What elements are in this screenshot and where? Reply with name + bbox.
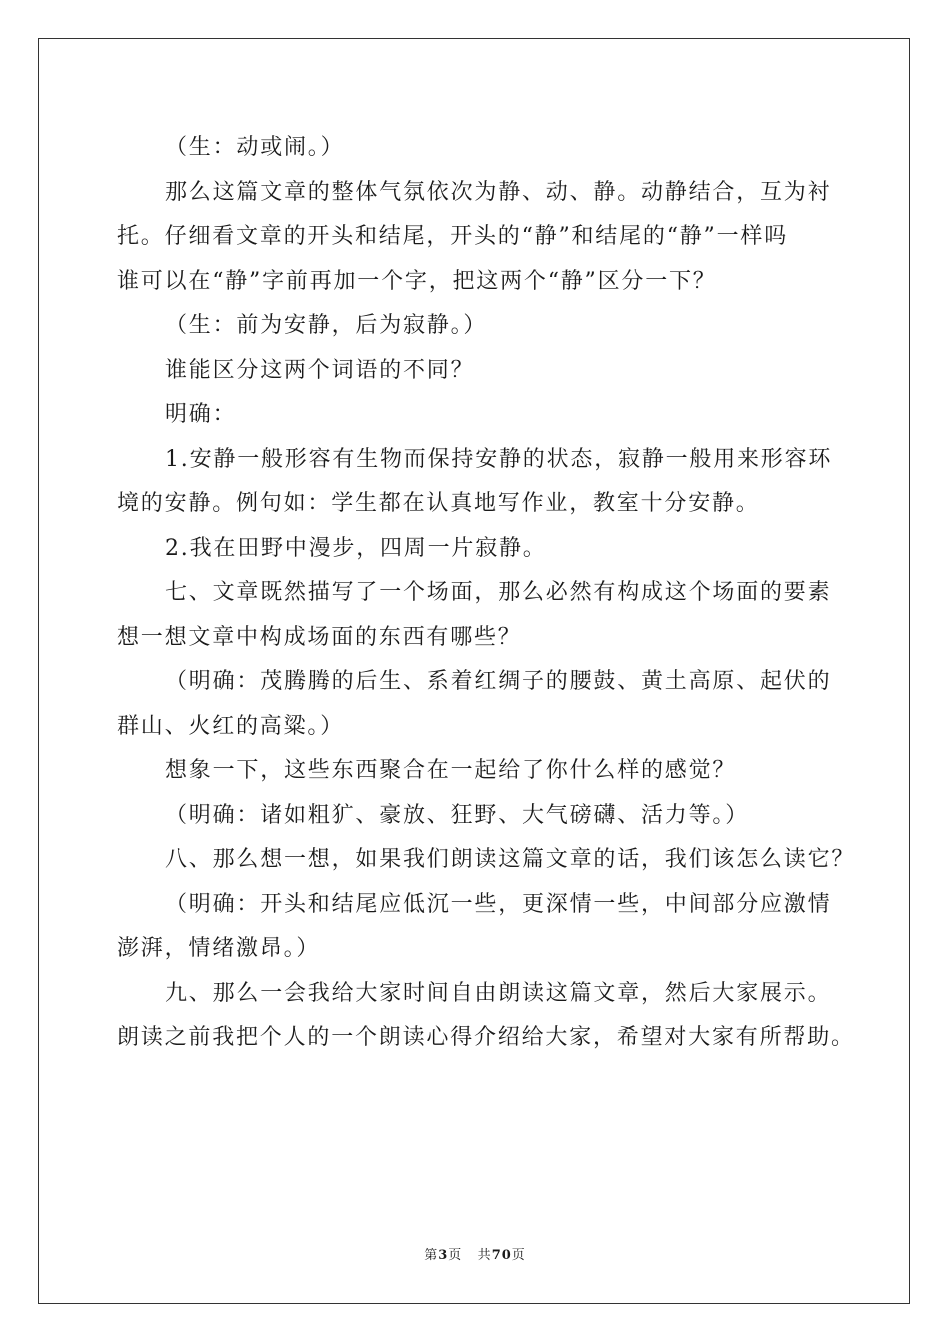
text-line: 境的安静。例句如：学生都在认真地写作业，教室十分安静。: [117, 491, 760, 516]
text-line: 谁可以在“静”字前再加一个字，把这两个“静”区分一下？: [117, 268, 717, 294]
text-line: （生：动或闹。）: [165, 135, 345, 160]
page-suffix: 页: [448, 1248, 463, 1263]
document-body: [117, 126, 856, 1061]
page-prefix: 第: [424, 1248, 439, 1263]
total-prefix: 共: [477, 1248, 492, 1263]
page-footer: [0, 1244, 950, 1263]
text-line: 朗读之前我把个人的一个朗读心得介绍给大家，希望对大家有所帮助。: [117, 1025, 855, 1050]
text-line: （明确：诸如粗犷、豪放、狂野、大气磅礴、活力等。）: [165, 802, 750, 828]
text-line: 想一想文章中构成场面的东西有哪些？: [117, 624, 522, 650]
text-line: 明确：: [165, 402, 237, 427]
text-line: 澎湃，情绪激昂。）: [117, 936, 321, 961]
text-line: 想象一下，这些东西聚合在一起给了你什么样的感觉？: [165, 758, 737, 783]
text-line: 2.我在田野中漫步，四周一片寂静。: [165, 535, 547, 561]
text-line: 托。仔细看文章的开头和结尾，开头的“静”和结尾的“静”一样吗: [117, 224, 788, 249]
text-line: 1.安静一般形容有生物而保持安静的状态，寂静一般用来形容环: [165, 446, 833, 472]
total-pages: 70: [491, 1248, 512, 1263]
text-line: 八、那么想一想，如果我们朗读这篇文章的话，我们该怎么读它？: [165, 847, 856, 872]
text-line: 七、文章既然描写了一个场面，那么必然有构成这个场面的要素: [165, 580, 832, 605]
page-number: 3: [438, 1248, 449, 1263]
text-line: 群山、火红的高粱。）: [117, 713, 345, 739]
text-line: （明确：茂腾腾的后生、系着红绸子的腰鼓、黄土高原、起伏的: [165, 669, 832, 694]
text-line: 九、那么一会我给大家时间自由朗读这篇文章，然后大家展示。: [165, 980, 832, 1006]
text-line: （生：前为安静，后为寂静。）: [165, 313, 488, 338]
total-suffix: 页: [511, 1248, 526, 1263]
text-line: （明确：开头和结尾应低沉一些，更深情一些，中间部分应激情: [165, 891, 832, 917]
text-line: 谁能区分这两个词语的不同？: [165, 357, 475, 383]
text-line: 那么这篇文章的整体气氛依次为静、动、静。动静结合，互为衬: [165, 179, 832, 205]
